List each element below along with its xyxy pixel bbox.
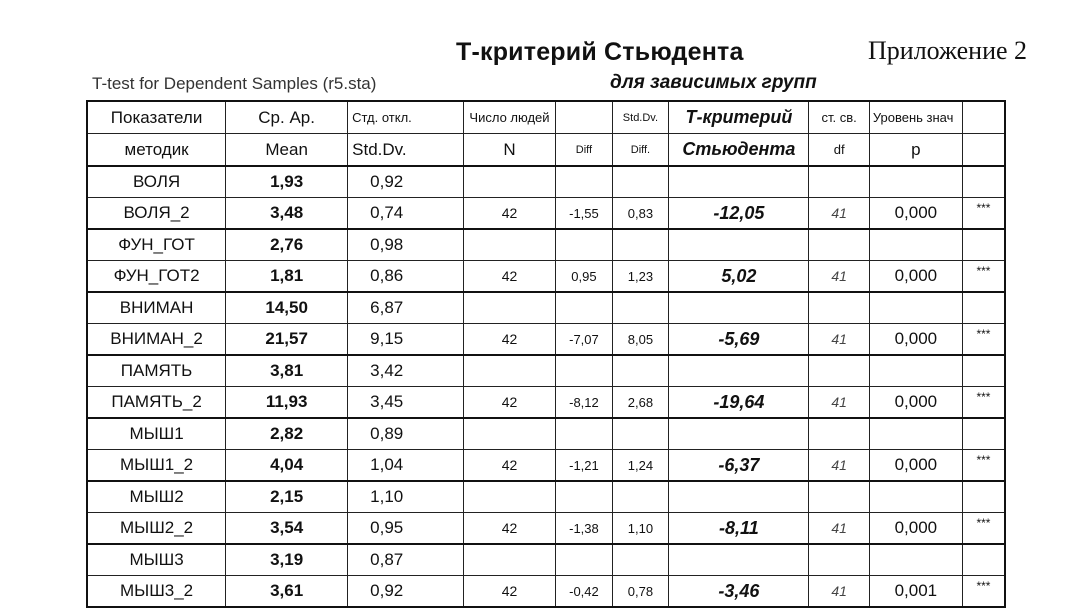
df-value (809, 229, 869, 261)
std-value: 0,74 (348, 198, 463, 230)
diff-value: -1,38 (556, 513, 612, 545)
header-std-diff: Diff. (612, 134, 669, 167)
std-diff-value (612, 229, 669, 261)
mean-value: 4,04 (226, 450, 348, 482)
diff-value: -1,21 (556, 450, 612, 482)
header-mean-en: Mean (226, 134, 348, 167)
std-value: 1,10 (348, 481, 463, 513)
mean-value: 1,81 (226, 261, 348, 293)
t-value: -5,69 (669, 324, 809, 356)
n-value (463, 481, 556, 513)
std-diff-value: 1,23 (612, 261, 669, 293)
t-value (669, 292, 809, 324)
header-std-dv: Std.Dv. (612, 101, 669, 134)
method-name: ФУН_ГОТ (87, 229, 226, 261)
std-value: 6,87 (348, 292, 463, 324)
table-row (87, 229, 1005, 261)
header-degrees-freedom: ст. св. (809, 101, 869, 134)
t-value: -6,37 (669, 450, 809, 482)
header-n: N (463, 134, 556, 167)
n-value: 42 (463, 387, 556, 419)
header-df: df (809, 134, 869, 167)
df-value: 41 (809, 324, 869, 356)
table-row (87, 576, 1005, 608)
table-row (87, 481, 1005, 513)
method-name: ВНИМАН (87, 292, 226, 324)
method-name: ВОЛЯ_2 (87, 198, 226, 230)
diff-value: -8,12 (556, 387, 612, 419)
header-significance-level: Уровень знач (869, 101, 962, 134)
mean-value: 3,19 (226, 544, 348, 576)
std-value: 0,92 (348, 166, 463, 198)
df-value (809, 544, 869, 576)
n-value: 42 (463, 324, 556, 356)
t-value (669, 355, 809, 387)
diff-value (556, 166, 612, 198)
std-diff-value: 0,78 (612, 576, 669, 608)
p-value: 0,000 (869, 261, 962, 293)
mean-value: 3,61 (226, 576, 348, 608)
p-value (869, 292, 962, 324)
df-value (809, 481, 869, 513)
std-value: 0,92 (348, 576, 463, 608)
t-value: -19,64 (669, 387, 809, 419)
significance-stars (962, 292, 1005, 324)
df-value (809, 418, 869, 450)
method-name: МЫШ1 (87, 418, 226, 450)
t-value: -3,46 (669, 576, 809, 608)
std-diff-value: 1,24 (612, 450, 669, 482)
df-value (809, 292, 869, 324)
significance-stars: *** (962, 261, 1005, 293)
t-value (669, 418, 809, 450)
diff-value (556, 418, 612, 450)
df-value (809, 355, 869, 387)
method-name: ПАМЯТЬ_2 (87, 387, 226, 419)
std-diff-value (612, 292, 669, 324)
table-row (87, 387, 1005, 419)
df-value: 41 (809, 513, 869, 545)
std-value: 0,95 (348, 513, 463, 545)
diff-value (556, 229, 612, 261)
significance-stars: *** (962, 576, 1005, 608)
diff-value: 0,95 (556, 261, 612, 293)
std-value: 3,42 (348, 355, 463, 387)
p-value (869, 481, 962, 513)
df-value: 41 (809, 198, 869, 230)
df-value: 41 (809, 387, 869, 419)
mean-value: 14,50 (226, 292, 348, 324)
std-diff-value: 1,10 (612, 513, 669, 545)
t-value (669, 166, 809, 198)
significance-stars: *** (962, 387, 1005, 419)
method-name: МЫШ2 (87, 481, 226, 513)
significance-stars (962, 544, 1005, 576)
method-name: МЫШ3_2 (87, 576, 226, 608)
header-diff: Diff (556, 134, 612, 167)
document-subtitle: для зависимых групп (610, 72, 817, 93)
n-value (463, 355, 556, 387)
std-diff-value: 8,05 (612, 324, 669, 356)
table-row (87, 324, 1005, 356)
header-t-criterion: Т-критерий (669, 101, 809, 134)
n-value: 42 (463, 198, 556, 230)
header-row-1 (87, 101, 1005, 134)
std-diff-value (612, 544, 669, 576)
diff-value (556, 481, 612, 513)
p-value (869, 166, 962, 198)
table-row (87, 198, 1005, 230)
t-test-table (86, 100, 1006, 608)
header-std-en: Std.Dv. (348, 134, 463, 167)
method-name: ВНИМАН_2 (87, 324, 226, 356)
df-value: 41 (809, 450, 869, 482)
diff-value (556, 292, 612, 324)
table-row (87, 355, 1005, 387)
significance-stars: *** (962, 324, 1005, 356)
std-diff-value: 0,83 (612, 198, 669, 230)
std-diff-value (612, 355, 669, 387)
diff-value (556, 355, 612, 387)
p-value: 0,001 (869, 576, 962, 608)
mean-value: 3,54 (226, 513, 348, 545)
significance-stars: *** (962, 513, 1005, 545)
header-p: p (869, 134, 962, 167)
mean-value: 1,93 (226, 166, 348, 198)
diff-value: -0,42 (556, 576, 612, 608)
method-name: ФУН_ГОТ2 (87, 261, 226, 293)
p-value: 0,000 (869, 198, 962, 230)
mean-value: 11,93 (226, 387, 348, 419)
header-std: Стд. откл. (348, 101, 463, 134)
std-value: 3,45 (348, 387, 463, 419)
appendix-label: Приложение 2 (868, 36, 1028, 65)
document-title: Т-критерий Стьюдента (456, 38, 744, 66)
header-diff-empty (556, 101, 612, 134)
t-value: 5,02 (669, 261, 809, 293)
mean-value: 2,76 (226, 229, 348, 261)
n-value (463, 166, 556, 198)
significance-stars (962, 418, 1005, 450)
t-value: -8,11 (669, 513, 809, 545)
std-value: 0,98 (348, 229, 463, 261)
p-value: 0,000 (869, 450, 962, 482)
diff-value (556, 544, 612, 576)
t-value (669, 544, 809, 576)
header-mean: Ср. Ар. (226, 101, 348, 134)
table-row (87, 292, 1005, 324)
mean-value: 3,48 (226, 198, 348, 230)
table-row (87, 261, 1005, 293)
std-diff-value (612, 418, 669, 450)
header-sig-empty-2 (962, 134, 1005, 167)
table-row (87, 450, 1005, 482)
diff-value: -1,55 (556, 198, 612, 230)
method-name: МЫШ2_2 (87, 513, 226, 545)
header-methods: методик (87, 134, 226, 167)
method-name: ПАМЯТЬ (87, 355, 226, 387)
mean-value: 3,81 (226, 355, 348, 387)
table-row (87, 544, 1005, 576)
std-diff-value: 2,68 (612, 387, 669, 419)
std-value: 0,86 (348, 261, 463, 293)
significance-stars (962, 481, 1005, 513)
method-name: ВОЛЯ (87, 166, 226, 198)
significance-stars: *** (962, 450, 1005, 482)
header-student: Стьюдента (669, 134, 809, 167)
table-row (87, 418, 1005, 450)
std-diff-value (612, 166, 669, 198)
n-value (463, 292, 556, 324)
header-row-2 (87, 134, 1005, 167)
n-value: 42 (463, 261, 556, 293)
significance-stars: *** (962, 198, 1005, 230)
table-row (87, 166, 1005, 198)
header-indicators: Показатели (87, 101, 226, 134)
n-value (463, 418, 556, 450)
n-value: 42 (463, 513, 556, 545)
significance-stars (962, 229, 1005, 261)
header-people-count: Число людей (463, 101, 556, 134)
df-value: 41 (809, 261, 869, 293)
t-value (669, 229, 809, 261)
p-value: 0,000 (869, 324, 962, 356)
std-value: 1,04 (348, 450, 463, 482)
mean-value: 2,15 (226, 481, 348, 513)
t-value (669, 481, 809, 513)
std-value: 0,89 (348, 418, 463, 450)
p-value (869, 418, 962, 450)
significance-stars (962, 166, 1005, 198)
t-value: -12,05 (669, 198, 809, 230)
p-value: 0,000 (869, 387, 962, 419)
diff-value: -7,07 (556, 324, 612, 356)
n-value: 42 (463, 576, 556, 608)
table-row (87, 513, 1005, 545)
method-name: МЫШ1_2 (87, 450, 226, 482)
df-value: 41 (809, 576, 869, 608)
mean-value: 2,82 (226, 418, 348, 450)
n-value (463, 544, 556, 576)
std-value: 9,15 (348, 324, 463, 356)
p-value: 0,000 (869, 513, 962, 545)
source-caption: T-test for Dependent Samples (r5.sta) (92, 74, 377, 93)
std-diff-value (612, 481, 669, 513)
p-value (869, 355, 962, 387)
significance-stars (962, 355, 1005, 387)
n-value (463, 229, 556, 261)
method-name: МЫШ3 (87, 544, 226, 576)
mean-value: 21,57 (226, 324, 348, 356)
n-value: 42 (463, 450, 556, 482)
p-value (869, 229, 962, 261)
df-value (809, 166, 869, 198)
header-sig-empty (962, 101, 1005, 134)
std-value: 0,87 (348, 544, 463, 576)
p-value (869, 544, 962, 576)
